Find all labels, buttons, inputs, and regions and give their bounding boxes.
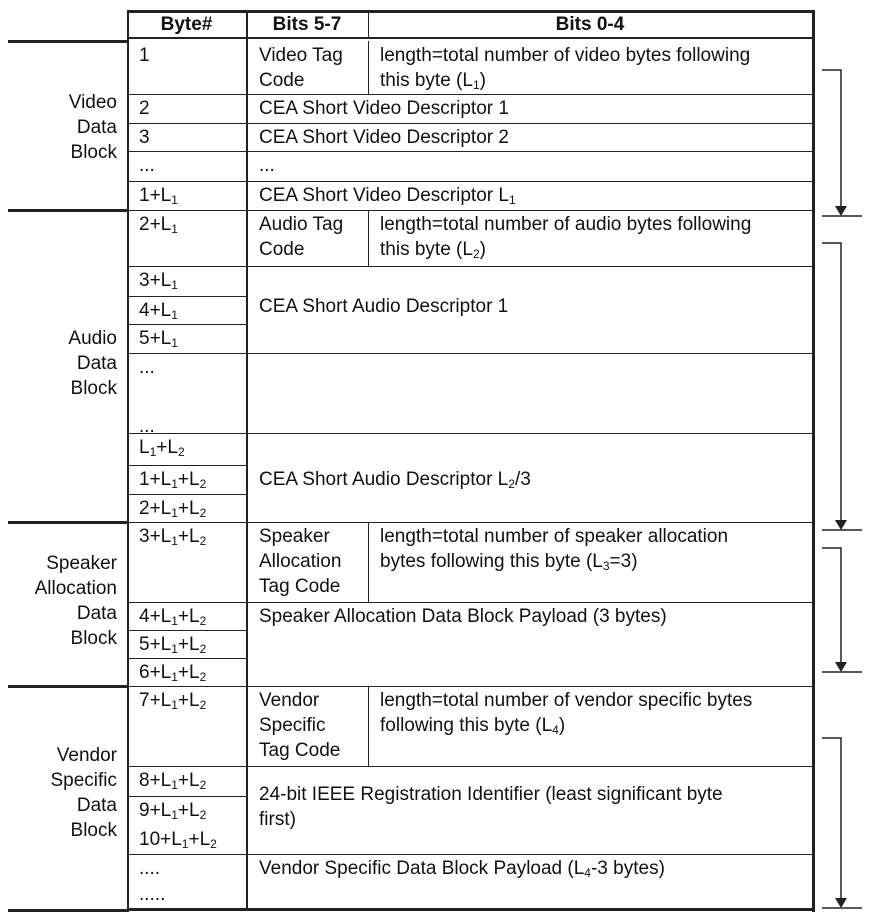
- byte-cell: $9+L_1+L_2$: [139, 800, 207, 822]
- block-label-line: Block: [70, 628, 117, 649]
- descriptor-cell: 24-bit IEEE Registration Identifier (least significant byte: [259, 784, 723, 805]
- byte-cell: .....: [139, 884, 166, 905]
- byte-cell: ...: [139, 357, 155, 378]
- length-cell: length=total number of speaker allocation: [380, 526, 729, 547]
- block-label-line: Block: [70, 378, 117, 399]
- byte-cell: $5+L_1+L_2$: [139, 634, 207, 656]
- tag-code-cell: Code: [259, 70, 305, 91]
- length-span-arrow: [822, 548, 862, 672]
- descriptor-cell: CEA Short Video Descriptor $L_1$: [259, 185, 516, 207]
- tag-code-cell: Vendor: [259, 690, 320, 711]
- header-byte: Byte#: [160, 14, 213, 35]
- tag-code-cell: Video Tag: [259, 45, 343, 66]
- byte-cell: $4+L_1+L_2$: [139, 606, 207, 628]
- block-label-line: Allocation: [34, 578, 117, 599]
- length-cell: bytes following this byte $(L_3=3)$: [380, 551, 638, 573]
- descriptor-cell: first): [259, 809, 296, 830]
- byte-cell: $L_1+L_2$: [139, 437, 185, 459]
- byte-cell: ....: [139, 858, 161, 879]
- descriptor-cell: CEA Short Audio Descriptor $L_2/3$: [259, 469, 531, 491]
- length-cell: this byte $(L_2)$: [380, 239, 486, 261]
- block-label-line: Data: [76, 795, 117, 816]
- length-span-arrow: [822, 243, 862, 530]
- length-cell: length=total number of audio bytes following: [380, 214, 752, 235]
- descriptor-cell: Speaker Allocation Data Block Payload (3 bytes): [259, 606, 667, 627]
- block-label-line: Audio: [68, 328, 117, 349]
- byte-cell: $4+L_1$: [139, 300, 178, 322]
- descriptor-cell: CEA Short Video Descriptor 1: [259, 98, 509, 119]
- byte-cell: $7+L_1+L_2$: [139, 690, 207, 712]
- byte-cell: 1: [139, 45, 150, 66]
- tag-code-cell: Code: [259, 239, 305, 260]
- tag-code-cell: Tag Code: [259, 740, 341, 761]
- block-label-line: Speaker: [46, 553, 117, 574]
- length-cell: length=total number of video bytes following: [380, 45, 751, 66]
- descriptor-cell: CEA Short Audio Descriptor 1: [259, 296, 509, 317]
- length-span-arrow: [822, 70, 862, 216]
- block-label-line: Vendor: [56, 745, 117, 766]
- byte-cell: ...: [139, 155, 155, 176]
- byte-cell: $10+L_1+L_2$: [139, 829, 217, 851]
- block-label-line: Data: [76, 353, 117, 374]
- header-bits-5-7: Bits 5-7: [272, 14, 342, 35]
- byte-cell: $1+L_1$: [139, 185, 178, 207]
- tag-code-cell: Tag Code: [259, 576, 341, 597]
- tag-code-cell: Specific: [259, 715, 326, 736]
- length-cell: this byte $(L_1)$: [380, 70, 486, 92]
- block-label-line: Data: [76, 117, 117, 138]
- length-cell: length=total number of vendor specific bytes: [380, 690, 753, 711]
- byte-cell: ...: [139, 416, 155, 437]
- block-label-line: Data: [76, 603, 117, 624]
- byte-cell: $1+L_1+L_2$: [139, 469, 207, 491]
- byte-cell: $6+L_1+L_2$: [139, 662, 207, 684]
- byte-cell: $2+L_1$: [139, 214, 178, 236]
- header-bits-0-4: Bits 0-4: [555, 14, 625, 35]
- byte-cell: $3+L_1+L_2$: [139, 526, 207, 548]
- descriptor-cell: ...: [259, 155, 275, 176]
- byte-cell: 3: [139, 127, 150, 148]
- length-cell: following this byte $(L_4)$: [380, 715, 566, 737]
- tag-code-cell: Audio Tag: [259, 214, 344, 235]
- block-label-line: Block: [70, 820, 117, 841]
- block-label-line: Video: [68, 92, 117, 113]
- tag-code-cell: Speaker: [259, 526, 330, 547]
- byte-cell: $5+L_1$: [139, 328, 178, 350]
- byte-cell: $8+L_1+L_2$: [139, 770, 207, 792]
- byte-cell: $3+L_1$: [139, 270, 178, 292]
- block-label-line: Block: [70, 142, 117, 163]
- byte-cell: 2: [139, 98, 150, 119]
- descriptor-cell: Vendor Specific Data Block Payload ($L_4-3$ bytes): [259, 858, 665, 880]
- byte-cell: $2+L_1+L_2$: [139, 498, 207, 520]
- block-label-line: Specific: [50, 770, 117, 791]
- tag-code-cell: Allocation: [259, 551, 342, 572]
- descriptor-cell: CEA Short Video Descriptor 2: [259, 127, 509, 148]
- length-span-arrow: [822, 738, 862, 908]
